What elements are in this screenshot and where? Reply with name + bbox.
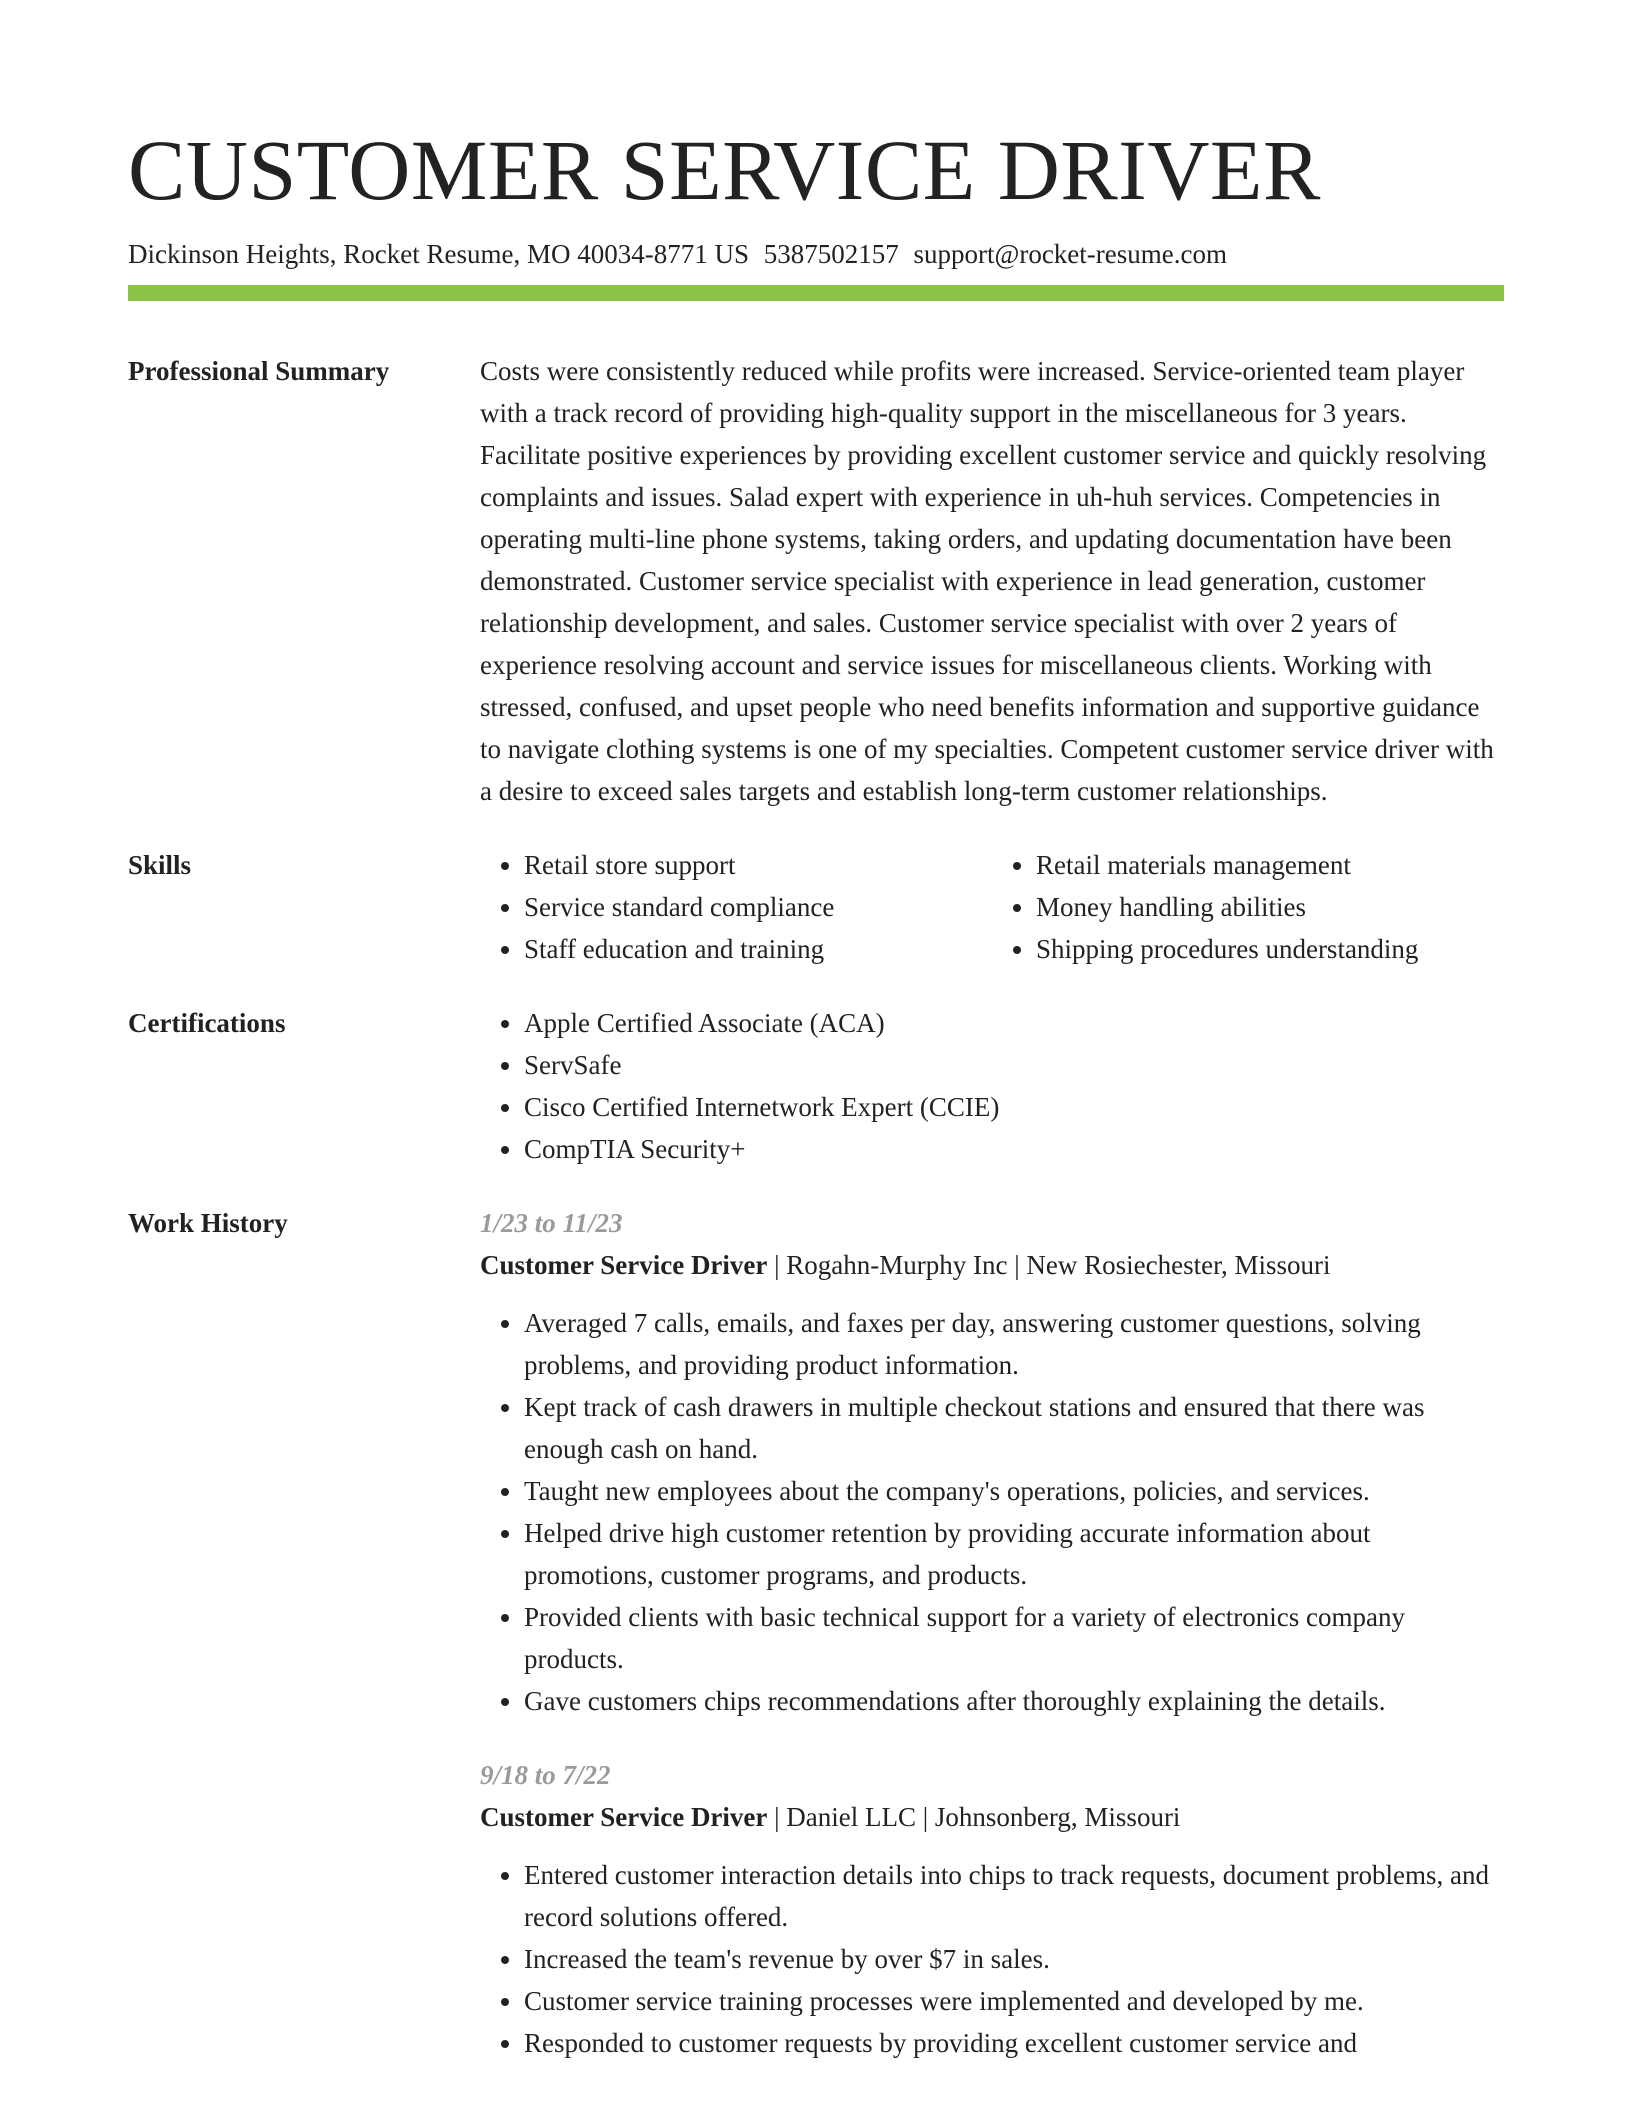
certification-item: • Cisco Certified Internetwork Expert (CCIE) (524, 1086, 1504, 1128)
job-employer-location: | Daniel LLC | Johnsonberg, Missouri (767, 1802, 1181, 1832)
skills-list-right (992, 844, 1504, 970)
work-history-section (128, 1202, 1504, 2096)
certifications-list (480, 1002, 1504, 1170)
resume-header (128, 118, 1504, 272)
certification-item: • Apple Certified Associate (ACA) (524, 1002, 1504, 1044)
job-bullet: • Customer service training processes were implemented and developed by me. (524, 1980, 1504, 2022)
certification-item: • CompTIA Security+ (524, 1128, 1504, 1170)
skill-item: • Retail materials management (1036, 844, 1504, 886)
contact-line (128, 236, 1504, 272)
certifications-heading: Certifications (128, 1008, 286, 1038)
job-bullet: • Helped drive high customer retention by providing accurate information about promotions, customer programs, and products. (524, 1512, 1504, 1596)
job-bullets (480, 1854, 1504, 2064)
job-dates: 9/18 to 7/22 (480, 1760, 611, 1790)
certifications-section (128, 1002, 1504, 1170)
candidate-name: CUSTOMER SERVICE DRIVER (128, 122, 1321, 218)
job-heading (480, 1244, 1504, 1286)
job-title: Customer Service Driver (480, 1802, 768, 1832)
summary-heading: Professional Summary (128, 356, 390, 386)
job-entry (480, 1754, 1504, 2064)
job-bullet: • Taught new employees about the company's operations, policies, and services. (524, 1470, 1504, 1512)
skill-item: • Retail store support (524, 844, 992, 886)
job-employer-location: | Rogahn-Murphy Inc | New Rosiechester, Missouri (767, 1250, 1331, 1280)
skill-item: • Staff education and training (524, 928, 992, 970)
skill-item: • Service standard compliance (524, 886, 992, 928)
work-history-heading: Work History (128, 1208, 288, 1238)
job-bullets (480, 1302, 1504, 1722)
job-title: Customer Service Driver (480, 1250, 768, 1280)
skills-section (128, 844, 1504, 970)
job-bullet: • Provided clients with basic technical support for a variety of electronics company products. (524, 1596, 1504, 1680)
resume-body (128, 350, 1504, 2128)
skills-heading: Skills (128, 850, 192, 880)
summary-section (128, 350, 1504, 812)
skill-item: • Money handling abilities (1036, 886, 1504, 928)
summary-text: Costs were consistently reduced while profits were increased. Service-oriented team player with a track record of providing high-quality support in the miscellaneous for 3 years. Facilitate positive experiences by providing excellent customer service and quickly resolving complaints and issues. Salad expert with experience in uh-huh services. Competencies in operating multi-line phone systems, taking orders, and updating documentation have been demonstrated. Customer service specialist with experience in lead generation, customer relationship development, and sales. Customer service specialist with over 2 years of experience resolving account and service issues for miscellaneous clients. Working with stressed, confused, and upset people who need benefits information and supportive guidance to navigate clothing systems is one of my specialties. Competent customer service driver with a desire to exceed sales targets and establish long-term customer relationships. (480, 356, 1494, 806)
job-bullet: • Entered customer interaction details into chips to track requests, document problems, and record solutions offered. (524, 1854, 1504, 1938)
phone: 5387502157 (763, 239, 899, 269)
job-bullet: • Responded to customer requests by providing excellent customer service and (524, 2022, 1504, 2064)
job-bullet: • Gave customers chips recommendations after thoroughly explaining the details. (524, 1680, 1504, 1722)
job-bullet: • Averaged 7 calls, emails, and faxes per day, answering customer questions, solving problems, and providing product information. (524, 1302, 1504, 1386)
certification-item: • ServSafe (524, 1044, 1504, 1086)
job-bullet: • Increased the team's revenue by over $7 in sales. (524, 1938, 1504, 1980)
accent-divider (128, 285, 1504, 301)
email: support@rocket-resume.com (913, 239, 1227, 269)
job-entry (480, 1202, 1504, 1722)
job-dates: 1/23 to 11/23 (480, 1208, 623, 1238)
skill-item: • Shipping procedures understanding (1036, 928, 1504, 970)
job-bullet: • Kept track of cash drawers in multiple checkout stations and ensured that there was enough cash on hand. (524, 1386, 1504, 1470)
skills-list-left (480, 844, 992, 970)
job-heading (480, 1796, 1504, 1838)
address: Dickinson Heights, Rocket Resume, MO 40034-8771 US (128, 239, 749, 269)
